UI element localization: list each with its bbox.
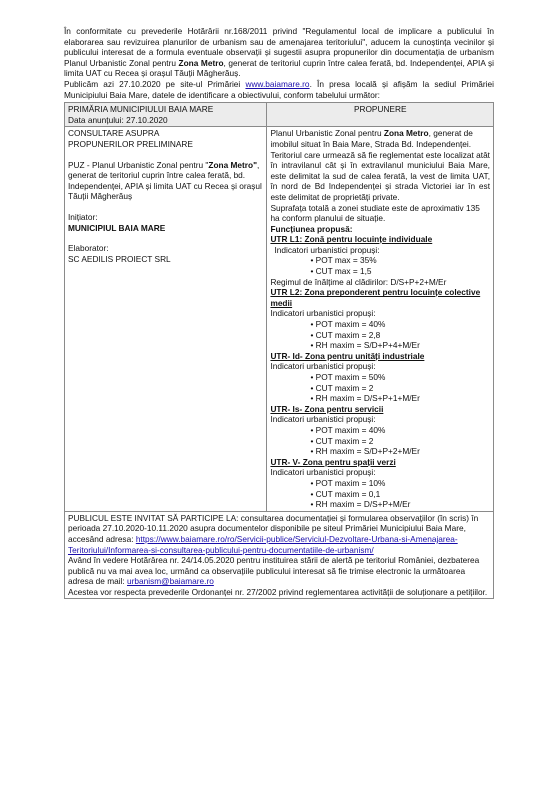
puz-text: PUZ - Planul Urbanistic Zonal pentru "	[68, 159, 209, 170]
utr-is-cut: • CUT maxim = 2	[270, 436, 490, 447]
utr-l1-heading: UTR L1: Zonă pentru locuințe individuale	[270, 234, 433, 245]
territory-description: Teritoriul care urmează să fie reglementat este localizat atât în intravilanul cât și în extravilanul municiului Baia Mare, este delimitat la sud de calea ferată, la vest de limita UAT, în nord de Bd Independenței și strada Victoriei iar în est este delimitat de proprietăți private.	[270, 149, 490, 202]
utr-l2-cut: • CUT maxim = 2,8	[270, 330, 490, 341]
website-link[interactable]: www.baiamare.ro	[245, 78, 310, 89]
utr-v-cut: • CUT maxim = 0,1	[270, 489, 490, 500]
elaborator-label: Elaborator:	[68, 243, 109, 254]
utr-l1-cut: • CUT max = 1,5	[270, 266, 490, 277]
plan-project-name: Zona Metro	[383, 128, 429, 139]
footer-cell	[65, 511, 494, 599]
plan-text-end: , generat de imobilul situat în Baia Mare, Strada Bd. Independenței.	[270, 128, 473, 149]
participation-text: PUBLICUL ESTE INVITAT SĂ PARTICIPE LA: consultarea documentației și formularea observațiilor (în scris) în perioada 27.10.2020-10.11.2020 asupra documentelor disponibile pe siteul Primăriei Municipiului Baia Mare, accesând adresa:	[68, 512, 479, 544]
ordinance-paragraph: Acestea vor respecta prevederile Ordonanței nr. 27/2002 privind reglementarea activității de soluționare a petițiilor.	[68, 586, 488, 597]
puz-description	[68, 160, 263, 202]
surface-description: Suprafața totală a zonei studiate este de aproximativ 135 ha conform planului de situație.	[270, 202, 480, 224]
intro-paragraph	[64, 26, 494, 79]
intro-text-end: , generat de teritoriul cuprin între calea ferată, bd. Independenței, APIA și limita UAT cu Recea și orașul Tăuții Măgherăuș.	[64, 57, 494, 79]
utr-id-indicators-label: Indicatori urbanistici propuși:	[270, 361, 376, 372]
publication-text: Publicăm azi 27.10.2020 pe site-ul Primăriei	[64, 78, 246, 89]
plan-description	[270, 128, 490, 149]
utr-is-rh: • RH maxim = S/D+P+2+M/Er	[270, 446, 490, 457]
puz-project-name: Zona Metro"	[208, 159, 258, 170]
utr-l2-pot: • POT maxim = 40%	[270, 319, 490, 330]
publication-paragraph	[64, 79, 494, 100]
proposed-function-heading: Funcțiunea propusă:	[270, 223, 353, 234]
utr-l1-indicators-label: Indicatori urbanistici propuși:	[274, 244, 380, 255]
documentation-link[interactable]: https://www.baiamare.ro/ro/Servicii-publice/Serviciul-Dezvoltare-Urbana-si-Amenajarea-Teritoriului/Informarea-si-consultarea-publicului-pentru-documentatiile-de-urbanism/	[68, 533, 458, 555]
utr-is-indicators-label: Indicatori urbanistici propuși:	[270, 414, 376, 425]
email-link[interactable]: urbanism@baiamare.ro	[127, 576, 214, 587]
puz-text-end: , generat de teritoriul cuprin între calea ferată, bd. Independenței, APIA și limita UAT cu Recea și orașul Tăuții Măgherăuș	[68, 159, 262, 202]
utr-id-heading: UTR- Id- Zona pentru unități industriale	[270, 350, 425, 361]
initiator-label: Inițiator:	[68, 211, 98, 222]
intro-section	[64, 26, 494, 100]
table-header-row	[65, 103, 494, 127]
utr-is-heading: UTR- Is- Zona pentru servicii	[270, 403, 384, 414]
table-footer-row	[65, 511, 494, 599]
elaborator-value: SC AEDILIS PROIECT SRL	[68, 253, 171, 264]
spacer	[68, 202, 263, 212]
institution-name: PRIMĂRIA MUNICIPIULUI BAIA MARE	[68, 104, 214, 115]
utr-l2-rh: • RH maxim = S/D+P+4+M/Er	[270, 340, 490, 351]
consultation-title-line2: PROPUNERILOR PRELIMINARE	[68, 138, 193, 149]
utr-is-pot: • POT maxim = 40%	[270, 425, 490, 436]
alert-text: Având în vedere Hotărârea nr. 24/14.05.2020 pentru instituirea stării de alertă pe teritoriul României, dezbaterea publică nu va mai avea loc, urmând ca observațiile publicului interesat să fie trimise electronic la următoarea adresa de mail:	[68, 555, 480, 587]
plan-text: Planul Urbanistic Zonal pentru	[270, 128, 384, 139]
left-body-cell	[65, 127, 267, 511]
utr-v-heading: UTR- V- Zona pentru spații verzi	[270, 456, 396, 467]
utr-l2-heading: UTR L2: Zona preponderent pentru locuințe colective medii	[270, 287, 481, 308]
utr-l1-pot: • POT max = 35%	[270, 255, 490, 266]
utr-v-pot: • POT maxim = 10%	[270, 478, 490, 489]
intro-text: În conformitate cu prevederile Hotărârii nr.168/2011 privind "Regulamentul local de implicare a publicului în elaborarea sau revizuirea planurilor de urbanism sau de amenajarea teritoriului", aducem la cunoștința vecinilor și publicului interesat de a formula eventuale observații și sugestii asupra propunerilor din documentația de urbanism Planul Urbanistic Zonal pentru	[64, 26, 494, 68]
utr-l1-height-regime: Regimul de înălțime al clădirilor: D/S+P+2+M/Er	[270, 276, 447, 287]
announcement-date: Data anunțului: 27.10.2020	[68, 114, 168, 125]
table-body-row	[65, 127, 494, 511]
initiator-value: MUNICIPIUL BAIA MARE	[68, 222, 166, 233]
document-page	[64, 26, 494, 599]
utr-v-indicators-label: Indicatori urbanistici propuși:	[270, 467, 376, 478]
consultation-title-line1: CONSULTARE ASUPRA	[68, 128, 160, 139]
header-right-cell	[267, 103, 494, 127]
spacer	[68, 150, 263, 160]
publication-text-end: . În presa locală și afișăm la sediul Primăriei Municipiului Baia Mare, datele de identificare a obiectivului, conform tabelului următor:	[64, 78, 494, 100]
utr-v-rh: • RH maxim = D/S+P+M/Er	[270, 499, 490, 510]
participation-paragraph	[68, 513, 490, 555]
proposal-heading: PROPUNERE	[353, 104, 407, 115]
announcement-table	[64, 102, 494, 599]
header-left-cell	[65, 103, 267, 127]
utr-id-rh: • RH maxim = D/S+P+1+M/Er	[270, 393, 490, 404]
spacer	[68, 233, 263, 243]
right-body-cell	[267, 127, 494, 511]
utr-l2-indicators-label: Indicatori urbanistici propuși:	[270, 308, 376, 319]
intro-project-name: Zona Metro	[178, 57, 224, 68]
utr-id-pot: • POT maxim = 50%	[270, 372, 490, 383]
alert-paragraph	[68, 555, 490, 587]
utr-id-cut: • CUT maxim = 2	[270, 383, 490, 394]
